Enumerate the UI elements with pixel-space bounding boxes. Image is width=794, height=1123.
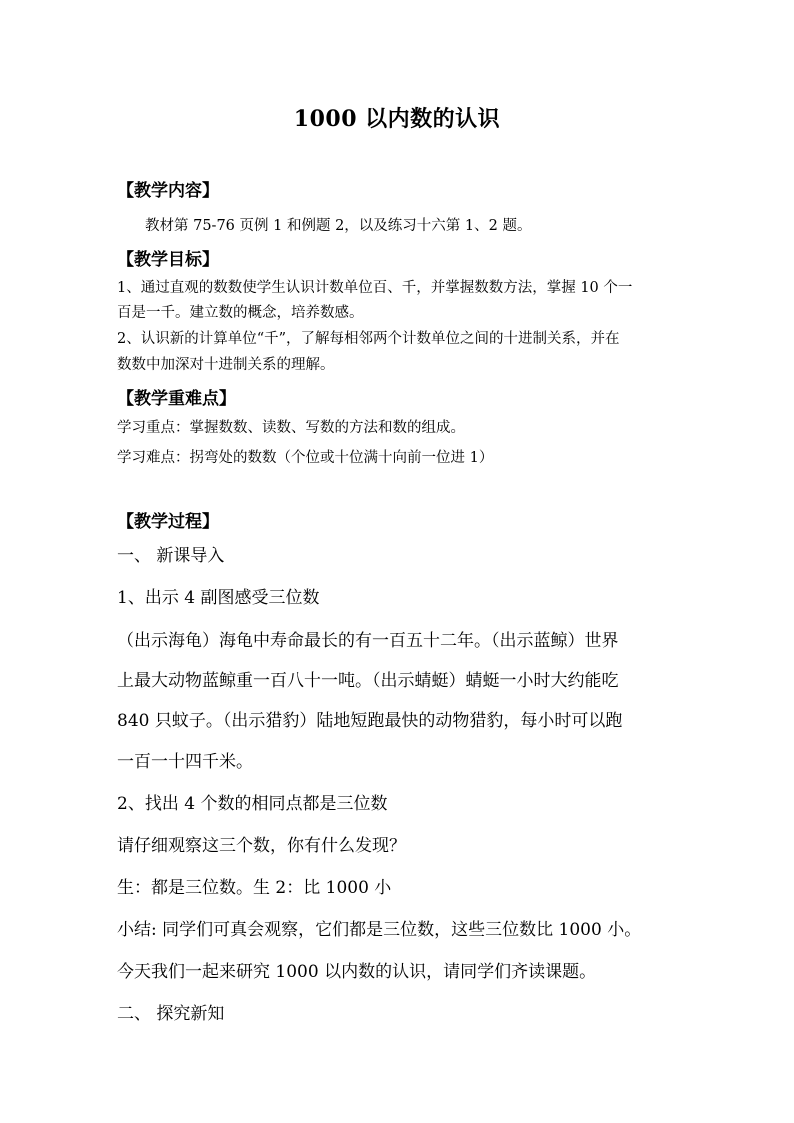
process-part-1: 一、 新课导入 bbox=[117, 546, 225, 566]
section-heading-key-points: 【教学重难点】 bbox=[117, 389, 236, 409]
focus-text: 学习重点：掌握数数、读数、写数的方法和数的组成。 bbox=[117, 420, 465, 436]
section-heading-process: 【教学过程】 bbox=[117, 512, 219, 532]
document-title: 1000 以内数的认识 bbox=[293, 106, 501, 132]
intro-paragraph-line-3: 840 只蚊子。（出示猎豹）陆地短跑最快的动物猎豹，每小时可以跑 bbox=[117, 711, 623, 731]
objective-2-line-2: 数数中加深对十进制关系的理解。 bbox=[117, 357, 335, 373]
student-answer: 生：都是三位数。生 2：比 1000 小 bbox=[117, 878, 392, 898]
question-text: 请仔细观察这三个数，你有什么发现？ bbox=[117, 836, 406, 856]
intro-paragraph-line-4: 一百一十四千米。 bbox=[117, 752, 253, 772]
objective-1-line-2: 百是一千。建立数的概念，培养数感。 bbox=[117, 305, 364, 321]
objective-2-line-1: 2、认识新的计算单位“千”，了解每相邻两个计数单位之间的十进制关系，并在 bbox=[117, 331, 620, 347]
intro-paragraph-line-1: （出示海龟）海龟中寿命最长的有一百五十二年。（出示蓝鲸）世界 bbox=[117, 631, 619, 651]
process-step-2: 2、找出 4 个数的相同点都是三位数 bbox=[117, 794, 388, 814]
section-heading-content: 【教学内容】 bbox=[117, 181, 219, 201]
summary-line-2: 今天我们一起来研究 1000 以内数的认识，请同学们齐读课题。 bbox=[117, 962, 597, 982]
summary-line-1: 小结: 同学们可真会观察，它们都是三位数，这些三位数比 1000 小。 bbox=[117, 920, 642, 940]
section-heading-objectives: 【教学目标】 bbox=[117, 250, 219, 270]
process-step-1: 1、出示 4 副图感受三位数 bbox=[117, 588, 320, 608]
intro-paragraph-line-2: 上最大动物蓝鲸重一百八十一吨。（出示蜻蜓）蜻蜓一小时大约能吃 bbox=[117, 671, 619, 691]
difficulty-text: 学习难点：拐弯处的数数（个位或十位满十向前一位进 1） bbox=[117, 450, 494, 466]
objective-1-line-1: 1、通过直观的数数使学生认识计数单位百、千，并掌握数数方法，掌握 10 个一 bbox=[117, 280, 633, 296]
content-text: 教材第 75-76 页例 1 和例题 2，以及练习十六第 1、2 题。 bbox=[145, 218, 532, 234]
process-part-2: 二、 探究新知 bbox=[117, 1004, 225, 1024]
